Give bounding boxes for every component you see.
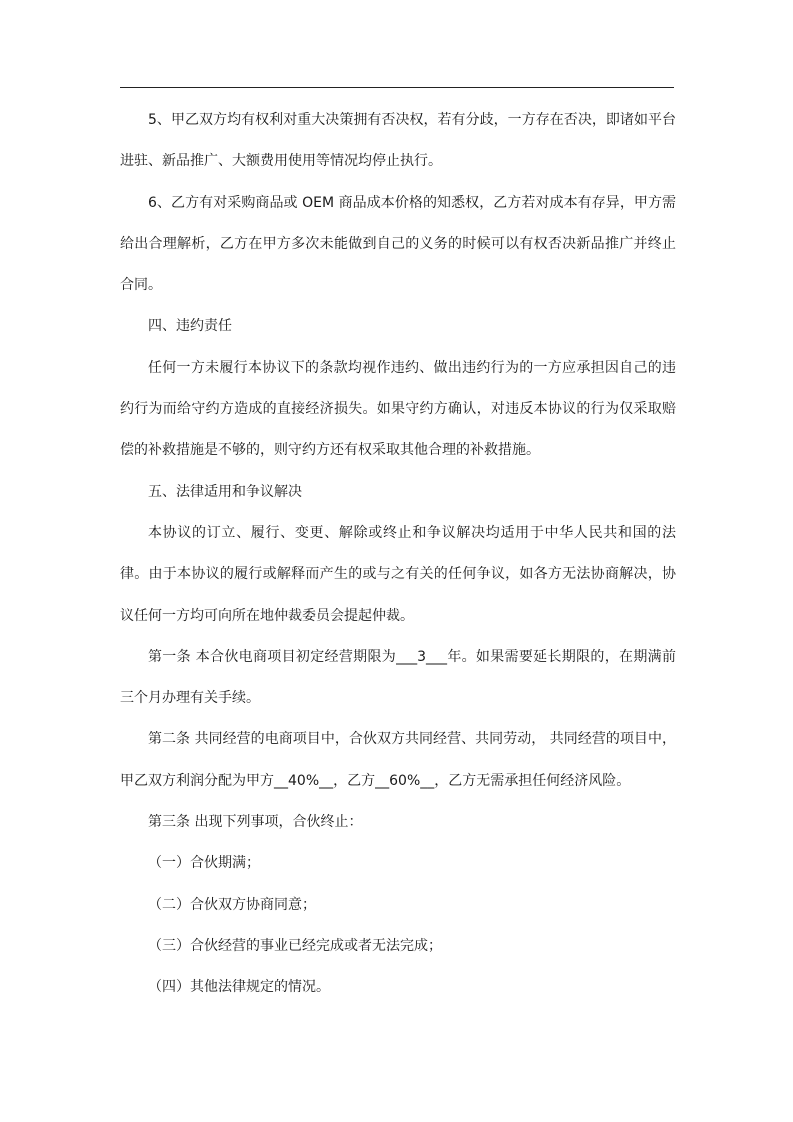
- article-3-item-2: （二）合伙双方协商同意；: [148, 896, 316, 913]
- article-1-term: ___3___: [396, 648, 447, 665]
- clause-6: 6、乙方有对采购商品或 OEM 商品成本价格的知悉权，乙方若对成本有存异，甲方需给出合理解析，乙方在甲方多次未能做到自己的义务的时候可以有权否决新品推广并终止合同。: [120, 194, 676, 294]
- header-rule: [120, 87, 674, 88]
- section-4-body: 任何一方未履行本协议下的条款均视作违约、做出违约行为的一方应承担因自己的违约行为而给守约方造成的直接经济损失。如果守约方确认，对违反本协议的行为仅采取赔偿的补救措施是不够的，则守约方还有权采取其他合理的补救措施。: [120, 359, 676, 459]
- article-2-part3: ，乙方无需承担任何经济风险。: [434, 772, 631, 789]
- section-5-heading: 五、法律适用和争议解决: [148, 483, 302, 500]
- article-1-suffix: 年。如果需要延长期限的，在期满前三个月办理有关手续。: [120, 648, 676, 707]
- article-2-share-a: __40%__: [274, 772, 334, 789]
- article-1: [120, 637, 676, 720]
- article-2: [120, 719, 676, 802]
- article-1-prefix: 第一条 本合伙电商项目初定经营期限为: [148, 648, 397, 665]
- article-3-item-4: （四）其他法律规定的情况。: [148, 979, 330, 996]
- document-body: [120, 100, 676, 1009]
- article-3-item-1: （一）合伙期满；: [148, 855, 260, 872]
- article-3-item-3: （三）合伙经营的事业已经完成或者无法完成；: [148, 937, 442, 954]
- clause-5: 5、甲乙双方均有权利对重大决策拥有否决权，若有分歧，一方存在否决，即诸如平台进驻、新品推广、大额费用使用等情况均停止执行。: [120, 112, 676, 170]
- section-4-heading: 四、违约责任: [148, 318, 232, 335]
- section-5-body: 本协议的订立、履行、变更、解除或终止和争议解决均适用于中华人民共和国的法律。由于本协议的履行或解释而产生的或与之有关的任何争议，如各方无法协商解决，协议任何一方均可向所在地仲裁委员会提起仲裁。: [120, 524, 676, 624]
- article-3-heading: 第三条 出现下列事项，合伙终止：: [148, 814, 363, 831]
- article-2-part1: 第二条 共同经营的电商项目中，合伙双方共同经营、共同劳动， 共同经营的项目中，甲乙双方利润分配为甲方: [120, 731, 676, 789]
- article-2-part2: ，乙方: [333, 772, 376, 789]
- article-2-share-b: __60%__: [375, 772, 435, 789]
